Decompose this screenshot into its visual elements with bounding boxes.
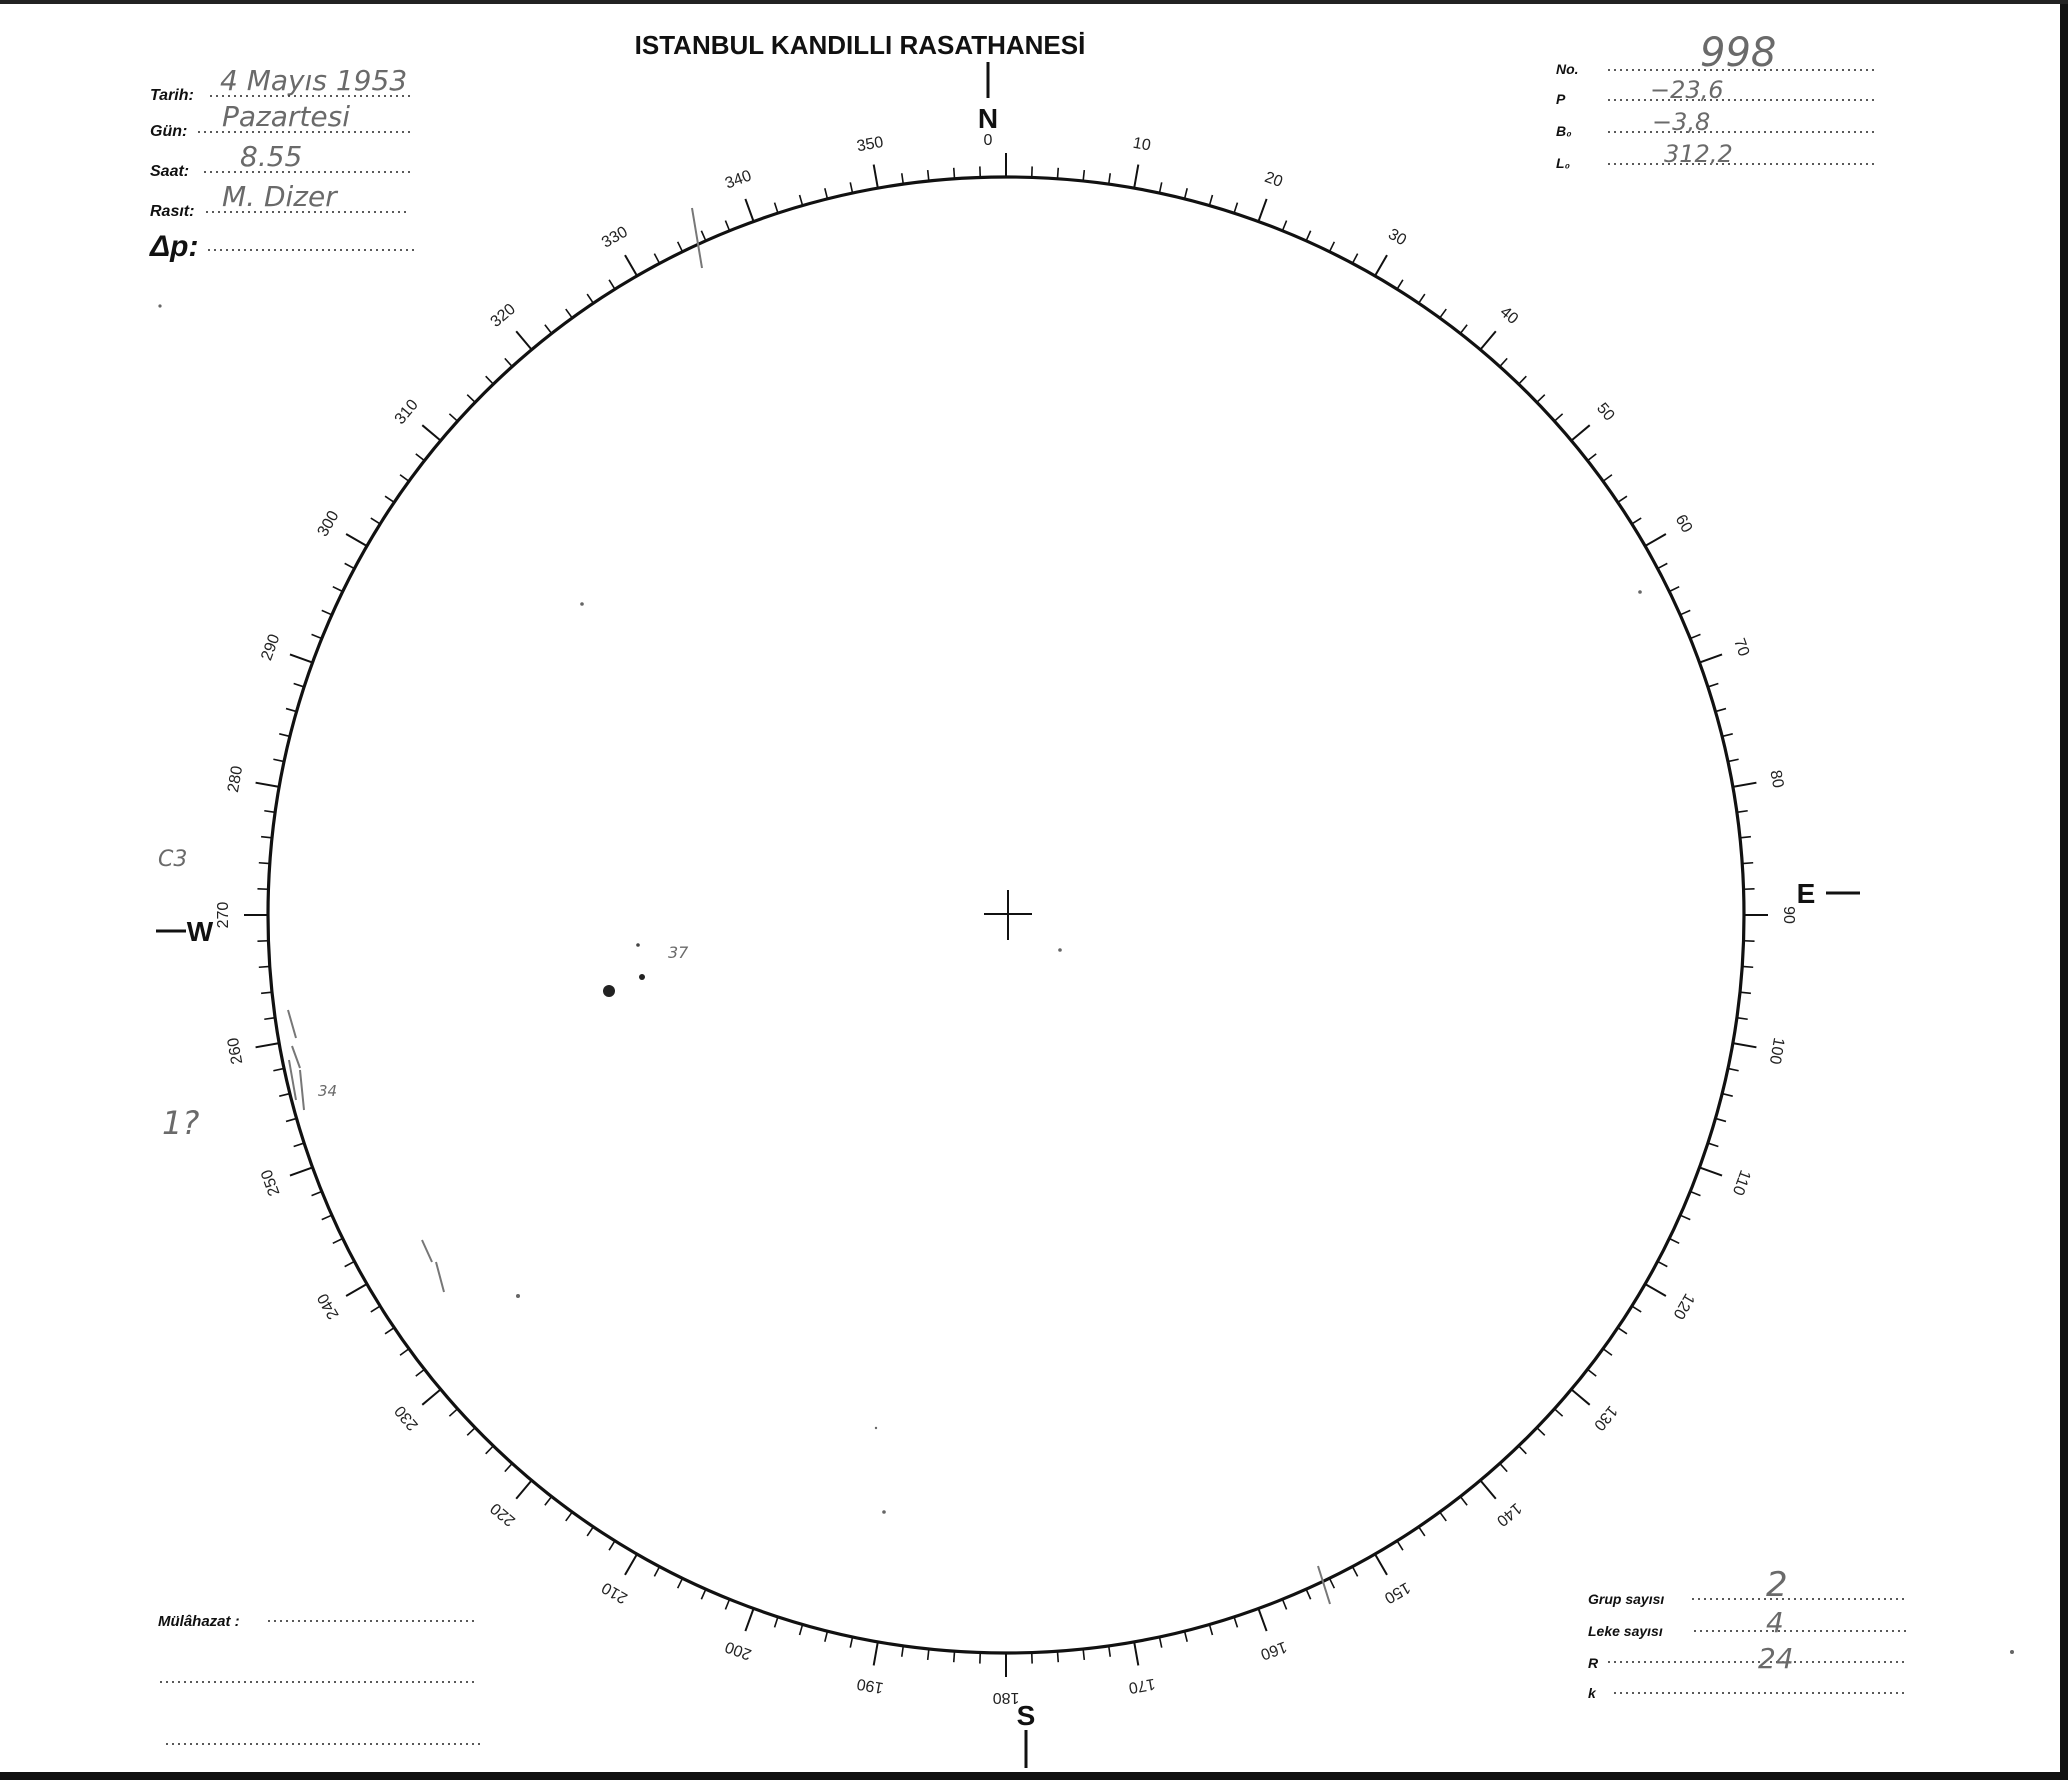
minor-tick	[1185, 1631, 1188, 1642]
degree-label-310: 310	[391, 396, 422, 428]
minor-tick	[505, 1463, 512, 1471]
count-label-leke: Leke sayısı	[1588, 1623, 1663, 1639]
minor-tick	[1690, 1191, 1700, 1195]
degree-label-80: 80	[1766, 768, 1787, 790]
major-tick	[256, 783, 280, 787]
degree-label-110: 110	[1728, 1167, 1754, 1198]
minor-tick	[1737, 811, 1748, 813]
minor-tick	[322, 610, 332, 614]
degree-label-140: 140	[1493, 1499, 1525, 1530]
minor-tick	[928, 170, 929, 181]
count-value-leke: 4	[1766, 1606, 1784, 1639]
minor-tick	[486, 376, 494, 384]
minor-tick	[273, 1068, 284, 1070]
degree-label-10: 10	[1131, 134, 1153, 155]
minor-tick	[800, 1624, 803, 1635]
degree-label-60: 60	[1671, 511, 1696, 536]
minor-tick	[1460, 325, 1467, 334]
degree-label-200: 200	[722, 1637, 754, 1663]
east-label: E	[1796, 878, 1816, 909]
degree-label-300: 300	[314, 508, 343, 540]
degree-label-70: 70	[1730, 636, 1753, 659]
degree-label-330: 330	[599, 223, 631, 252]
minor-tick	[902, 173, 904, 184]
minor-tick	[1669, 1239, 1679, 1244]
minor-tick	[701, 231, 705, 241]
minor-tick	[725, 1599, 729, 1609]
minor-tick	[1330, 1578, 1335, 1588]
minor-tick	[1715, 1118, 1726, 1121]
minor-tick	[371, 518, 380, 524]
major-tick	[256, 1043, 280, 1047]
minor-tick	[1658, 1261, 1668, 1266]
major-tick	[1645, 1284, 1666, 1296]
minor-tick	[1742, 966, 1753, 967]
minor-tick	[1722, 1094, 1733, 1097]
major-tick	[1375, 1554, 1387, 1575]
field-label-saat: Saat:	[150, 163, 190, 180]
minor-tick	[775, 1617, 778, 1627]
remarks-label: Mülâhazat :	[158, 1613, 240, 1630]
sunspot-group-37	[603, 943, 689, 997]
remarks-section	[158, 1613, 484, 1744]
minor-tick	[400, 475, 409, 481]
major-tick	[874, 165, 878, 189]
major-tick	[1733, 783, 1757, 787]
field-label-delta-p: Δp:	[150, 230, 199, 263]
minor-tick	[1234, 203, 1237, 213]
major-tick	[625, 255, 637, 276]
minor-tick	[1669, 587, 1679, 592]
minor-tick	[1519, 376, 1527, 384]
field-value-p: −23,6	[1650, 76, 1724, 104]
degree-label-190: 190	[855, 1674, 885, 1697]
minor-tick	[1715, 709, 1726, 712]
field-label-p: P	[1556, 91, 1566, 107]
group-number-34: 34	[318, 1082, 338, 1100]
minor-tick	[385, 1328, 394, 1334]
minor-tick	[261, 837, 272, 838]
minor-tick	[1554, 1409, 1562, 1416]
minor-tick	[1708, 1143, 1718, 1146]
left-fields	[149, 64, 414, 263]
group-number-37: 37	[668, 943, 689, 962]
major-tick	[1571, 425, 1589, 440]
minor-tick	[1500, 358, 1507, 366]
major-tick	[422, 1389, 440, 1404]
minor-tick	[1397, 1541, 1403, 1550]
minor-tick	[279, 734, 290, 737]
major-tick	[516, 1480, 531, 1498]
minor-tick	[1603, 1349, 1612, 1355]
minor-tick	[654, 1567, 659, 1577]
minor-tick	[1722, 734, 1733, 737]
count-label-r: R	[1588, 1655, 1599, 1671]
degree-label-260: 260	[224, 1036, 247, 1066]
count-label-k: k	[1588, 1685, 1596, 1701]
field-value-l0: 312,2	[1664, 140, 1733, 168]
minor-tick	[1742, 863, 1753, 864]
minor-tick	[449, 414, 457, 421]
degree-label-180: 180	[992, 1688, 1020, 1706]
minor-tick	[1680, 1215, 1690, 1219]
minor-tick	[486, 1446, 494, 1454]
minor-tick	[449, 1409, 457, 1416]
right-fields	[1556, 30, 1874, 171]
minor-tick	[800, 195, 803, 206]
sunspot	[636, 943, 640, 947]
field-value-rasit: M. Dizer	[222, 180, 337, 213]
major-tick	[290, 654, 313, 662]
minor-tick	[902, 1646, 904, 1657]
degree-label-130: 130	[1590, 1402, 1621, 1434]
degree-label-270: 270	[215, 901, 233, 929]
minor-tick	[1440, 309, 1446, 318]
minor-tick	[259, 863, 270, 864]
major-tick	[1375, 255, 1387, 276]
major-tick	[290, 1167, 313, 1175]
major-tick	[346, 1284, 367, 1296]
scan-edge-right	[2060, 0, 2068, 1780]
minor-tick	[609, 280, 615, 289]
minor-tick	[1306, 1589, 1310, 1599]
minor-tick	[1728, 759, 1739, 761]
minor-tick	[294, 1143, 304, 1146]
field-label-no: No.	[1556, 61, 1579, 77]
minor-tick	[1209, 1624, 1212, 1635]
minor-tick	[1440, 1512, 1446, 1521]
degree-label-40: 40	[1496, 303, 1522, 328]
major-tick	[1699, 1167, 1722, 1175]
minor-tick	[345, 1261, 355, 1266]
major-tick	[745, 199, 753, 222]
major-tick	[1699, 654, 1722, 662]
degree-label-170: 170	[1127, 1674, 1157, 1697]
degree-label-230: 230	[391, 1402, 422, 1434]
minor-tick	[400, 1349, 409, 1355]
minor-tick	[1306, 231, 1310, 241]
minor-tick	[286, 1118, 297, 1121]
center-cross	[984, 890, 1032, 940]
field-label-b0: B₀	[1556, 123, 1572, 139]
degree-label-50: 50	[1593, 399, 1618, 425]
minor-tick	[1537, 1428, 1545, 1436]
degree-label-100: 100	[1765, 1036, 1788, 1066]
minor-tick	[1159, 1637, 1161, 1648]
counts-section	[1588, 1565, 1908, 1701]
minor-tick	[1519, 1446, 1527, 1454]
minor-tick	[264, 1018, 275, 1020]
minor-tick	[1419, 1527, 1425, 1536]
field-label-rasit: Rasıt:	[150, 203, 195, 220]
west-label: W	[186, 916, 214, 947]
field-label-gun: Gün:	[150, 123, 188, 140]
scan-edge-bottom	[0, 1772, 2068, 1780]
major-tick	[1480, 1480, 1495, 1498]
minor-tick	[1618, 1328, 1627, 1334]
minor-tick	[545, 325, 552, 334]
count-label-grup: Grup sayısı	[1588, 1591, 1665, 1607]
minor-tick	[1330, 242, 1335, 252]
minor-tick	[1554, 414, 1562, 421]
degree-label-20: 20	[1262, 168, 1285, 191]
minor-tick	[1057, 1651, 1058, 1662]
minor-tick	[1282, 1599, 1286, 1609]
minor-tick	[609, 1541, 615, 1550]
zero-degree-label: 0	[983, 132, 993, 149]
sunspot	[603, 985, 615, 997]
major-tick	[1733, 1043, 1757, 1047]
minor-tick	[1588, 454, 1597, 461]
minor-tick	[286, 709, 297, 712]
minor-tick	[416, 454, 425, 461]
minor-tick	[345, 563, 355, 568]
scatter-dots	[158, 304, 2014, 1654]
minor-tick	[1658, 563, 1668, 568]
major-tick	[745, 1608, 753, 1631]
degree-label-340: 340	[722, 167, 754, 193]
minor-tick	[566, 1512, 572, 1521]
minor-tick	[259, 966, 270, 967]
major-tick	[1134, 1642, 1138, 1666]
degree-label-320: 320	[487, 300, 519, 331]
field-label-tarih: Tarih:	[150, 87, 194, 104]
degree-label-90: 90	[1779, 906, 1797, 924]
count-value-r: 24	[1758, 1642, 1794, 1675]
minor-tick	[566, 309, 572, 318]
minor-tick	[1419, 294, 1425, 303]
minor-tick	[1159, 182, 1161, 193]
minor-tick	[825, 1631, 828, 1642]
degree-label-30: 30	[1385, 225, 1410, 250]
minor-tick	[1740, 992, 1751, 993]
minor-tick	[1690, 634, 1700, 638]
degree-label-150: 150	[1381, 1578, 1413, 1607]
scan-edge-top	[0, 0, 2068, 4]
minor-tick	[1234, 1617, 1237, 1627]
count-value-grup: 2	[1766, 1565, 1788, 1605]
minor-tick	[1352, 254, 1357, 264]
minor-tick	[587, 1527, 593, 1536]
minor-tick	[678, 1578, 683, 1588]
minor-tick	[1109, 173, 1111, 184]
field-value-gun: Pazartesi	[222, 100, 350, 133]
minor-tick	[1083, 170, 1084, 181]
annotation-one-question: 1?	[162, 1104, 200, 1142]
minor-tick	[954, 168, 955, 179]
degree-label-240: 240	[314, 1290, 343, 1322]
minor-tick	[312, 1191, 322, 1195]
minor-tick	[1083, 1649, 1084, 1660]
major-tick	[346, 534, 367, 546]
minor-tick	[1740, 837, 1751, 838]
minor-tick	[279, 1094, 290, 1097]
minor-tick	[1500, 1463, 1507, 1471]
minor-tick	[1632, 1306, 1641, 1312]
degree-label-290: 290	[258, 631, 284, 663]
degree-labels	[215, 134, 1797, 1706]
minor-tick	[294, 684, 304, 687]
minor-tick	[385, 496, 394, 502]
minor-tick	[928, 1649, 929, 1660]
minor-tick	[1057, 168, 1058, 179]
minor-tick	[1632, 518, 1641, 524]
degree-label-280: 280	[224, 764, 247, 794]
minor-tick	[467, 395, 475, 403]
observatory-title: ISTANBUL KANDILLI RASATHANESİ	[634, 30, 1086, 60]
minor-tick	[701, 1589, 705, 1599]
minor-tick	[850, 1637, 852, 1648]
degree-label-250: 250	[258, 1167, 284, 1199]
major-tick	[1480, 331, 1495, 349]
degree-label-210: 210	[599, 1578, 631, 1607]
minor-tick	[1618, 496, 1627, 502]
minor-tick	[1185, 188, 1188, 199]
field-label-l0: L₀	[1556, 155, 1571, 171]
degree-label-220: 220	[487, 1499, 519, 1530]
minor-tick	[261, 992, 272, 993]
major-tick	[1258, 1608, 1266, 1631]
minor-tick	[264, 811, 275, 813]
major-tick	[1645, 534, 1666, 546]
sunspot	[639, 974, 645, 980]
minor-tick	[1460, 1497, 1467, 1506]
degree-label-350: 350	[855, 133, 885, 156]
field-value-no: 998	[1700, 30, 1777, 76]
minor-tick	[587, 294, 593, 303]
minor-tick	[954, 1651, 955, 1662]
minor-tick	[1397, 280, 1403, 289]
major-tick	[874, 1642, 878, 1666]
major-tick	[1134, 165, 1138, 189]
minor-tick	[1352, 1567, 1357, 1577]
minor-tick	[678, 242, 683, 252]
minor-tick	[1737, 1018, 1748, 1020]
field-value-tarih: 4 Mayıs 1953	[220, 64, 408, 97]
minor-tick	[371, 1306, 380, 1312]
minor-tick	[654, 254, 659, 264]
minor-tick	[333, 1239, 343, 1244]
degree-label-120: 120	[1669, 1290, 1698, 1322]
minor-tick	[1603, 475, 1612, 481]
field-value-b0: −3,8	[1652, 108, 1711, 136]
minor-tick	[1109, 1646, 1111, 1657]
minor-tick	[1209, 195, 1212, 206]
north-label: N	[977, 103, 999, 134]
field-value-saat: 8.55	[240, 140, 303, 173]
minor-tick	[1680, 610, 1690, 614]
degree-label-160: 160	[1258, 1637, 1290, 1663]
minor-tick	[825, 188, 828, 199]
minor-tick	[775, 203, 778, 213]
minor-tick	[312, 634, 322, 638]
minor-tick	[505, 358, 512, 366]
minor-tick	[1708, 684, 1718, 687]
minor-tick	[725, 221, 729, 231]
major-tick	[516, 331, 531, 349]
minor-tick	[322, 1215, 332, 1219]
south-label: S	[1016, 1700, 1036, 1731]
major-tick	[422, 425, 440, 440]
minor-tick	[850, 182, 852, 193]
major-tick	[1571, 1389, 1589, 1404]
major-tick	[1258, 199, 1266, 222]
minor-tick	[1588, 1369, 1597, 1376]
minor-tick	[545, 1497, 552, 1506]
major-tick	[625, 1554, 637, 1575]
minor-tick	[416, 1369, 425, 1376]
minor-tick	[333, 587, 343, 592]
annotation-c3: C3	[158, 847, 188, 872]
minor-tick	[467, 1428, 475, 1436]
minor-tick	[1537, 395, 1545, 403]
minor-tick	[1728, 1068, 1739, 1070]
minor-tick	[273, 759, 284, 761]
minor-tick	[1282, 221, 1286, 231]
